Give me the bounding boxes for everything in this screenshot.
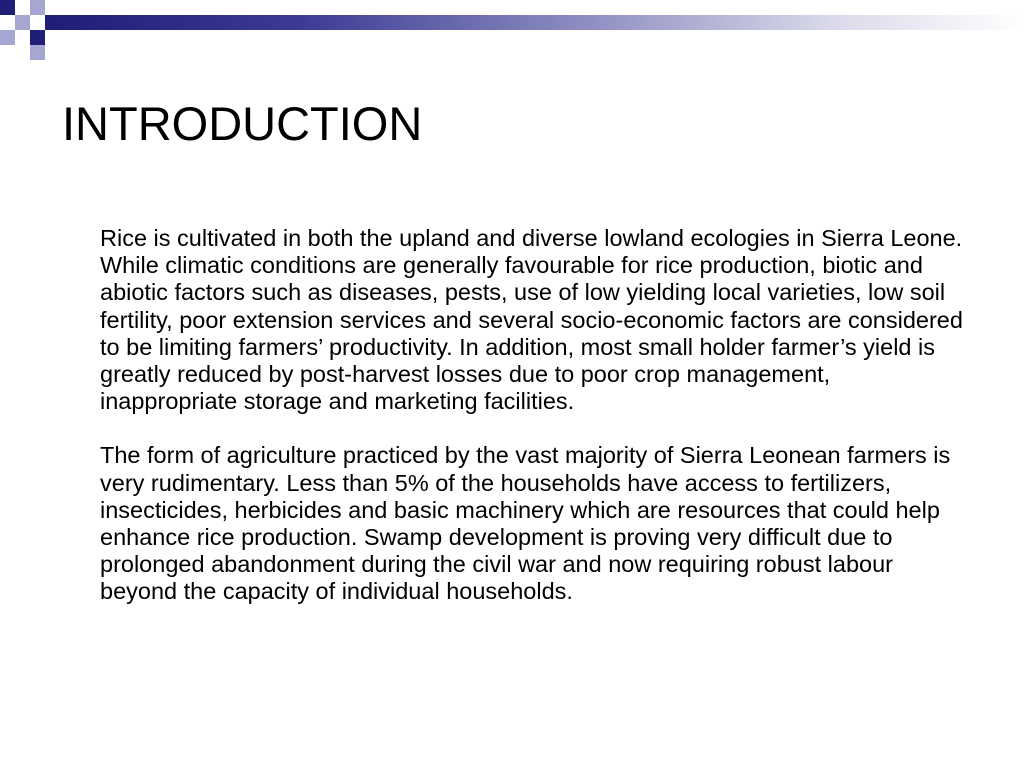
header-decoration — [0, 0, 1024, 70]
decor-square — [30, 0, 45, 15]
body-paragraph: Rice is cultivated in both the upland and diverse lowland ecologies in Sierra Leone. While climatic conditions are generally favourable for rice production, biotic and abiotic factors such as diseases, pests, use of low yielding local varieties, low soil fertility, poor extension services and several socio-economic factors are considered to be limiting farmers’ productivity. In addition, most small holder farmer’s yield is greatly reduced by post-harvest losses due to poor crop management, inappropriate storage and marketing facilities. — [100, 225, 963, 415]
decor-square — [0, 30, 15, 45]
decor-square — [30, 45, 45, 60]
decor-square — [30, 30, 45, 45]
decor-square — [15, 15, 30, 30]
slide-title: INTRODUCTION — [62, 97, 423, 150]
slide-body — [100, 225, 970, 633]
header-gradient-bar — [60, 15, 1024, 30]
decor-square — [45, 15, 60, 30]
body-paragraph: The form of agriculture practiced by the vast majority of Sierra Leonean farmers is very rudimentary. Less than 5% of the households have access to fertilizers, insecticides, herbicides and basic machinery which are resources that could help enhance rice production. Swamp development is proving very difficult due to prolonged abandonment during the civil war and now requiring robust labour beyond the capacity of individual households. — [100, 442, 951, 605]
decor-square — [15, 0, 30, 15]
decor-square — [0, 0, 15, 15]
